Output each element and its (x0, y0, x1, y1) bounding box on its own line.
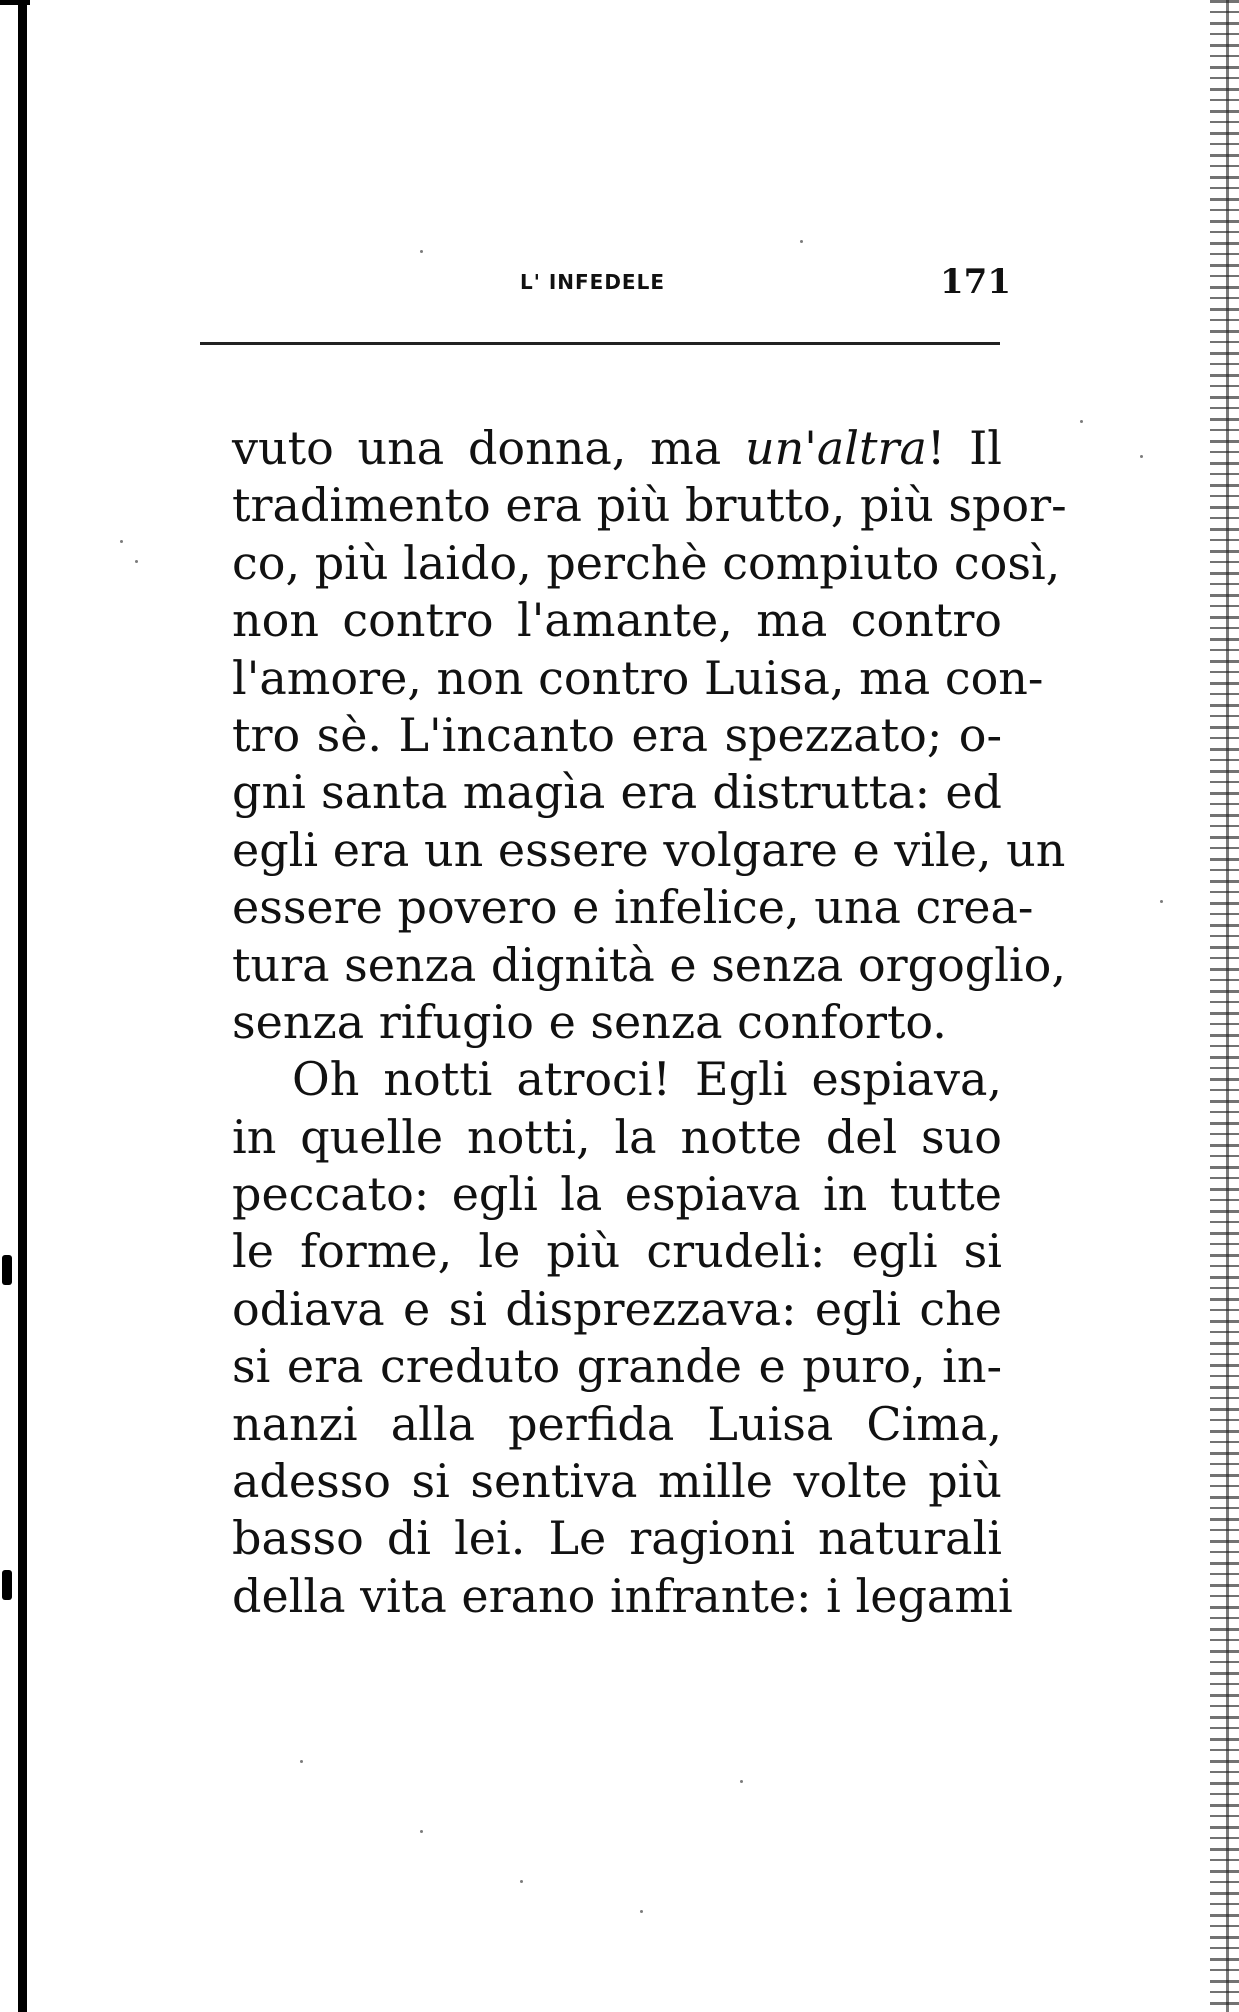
text-line: si era creduto grande e puro, in- (232, 1339, 1002, 1394)
scan-speck (800, 240, 803, 243)
running-title: L' INFEDELE (520, 270, 666, 294)
page-edge-line (1226, 0, 1229, 2012)
scan-speck (420, 250, 423, 253)
text-line: gni santa magìa era distrutta: ed (232, 765, 1002, 820)
binding-notch (2, 1570, 12, 1600)
scan-speck (135, 560, 138, 563)
text-line: in quelle notti, la notte del suo (232, 1109, 1002, 1164)
text-line: Oh notti atroci! Egli espiava, (292, 1052, 1002, 1107)
text-line: odiava e si disprezzava: egli che (232, 1281, 1002, 1336)
scan-speck (1140, 455, 1143, 458)
page-edge-noise (1210, 0, 1239, 2012)
text-line: basso di lei. Le ragioni naturali (232, 1511, 1002, 1566)
text-line: tura senza dignità e senza orgoglio, (232, 937, 1066, 992)
scan-speck (120, 540, 123, 543)
text-line: non contro l'amante, ma contro (232, 593, 1002, 648)
text-line: vuto una donna, ma un'altra! Il (232, 421, 1002, 475)
scan-speck (1160, 900, 1163, 903)
page-binding-edge (18, 0, 27, 2012)
binding-notch (2, 1255, 12, 1285)
text-line: tro sè. L'incanto era spezzato; o- (232, 707, 1002, 762)
scan-speck (1080, 420, 1083, 423)
text-line: l'amore, non contro Luisa, ma con- (232, 650, 1044, 705)
running-header (200, 262, 1011, 302)
emphasis: un'altra (744, 421, 927, 475)
text-line: della vita erano infrante: i legami (232, 1568, 1013, 1623)
page-number: 171 (940, 262, 1011, 302)
scan-speck (520, 1880, 523, 1883)
scan-speck (300, 1760, 303, 1763)
header-rule (200, 342, 1000, 345)
text-line: essere povero e infelice, una crea- (232, 880, 1034, 935)
text-line: peccato: egli la espiava in tutte (232, 1167, 1002, 1222)
text-line: le forme, le più crudeli: egli si (232, 1224, 1002, 1279)
scan-speck (420, 1830, 423, 1833)
text-line: egli era un essere volgare e vile, un (232, 822, 1066, 877)
text-line: tradimento era più brutto, più spor- (232, 478, 1067, 533)
body-text (232, 420, 1067, 1625)
scan-speck (740, 1780, 743, 1783)
text-line: adesso si sentiva mille volte più (232, 1454, 1002, 1509)
text-line: nanzi alla perfida Luisa Cima, (232, 1396, 1002, 1451)
text-line: senza rifugio e senza conforto. (232, 994, 947, 1049)
scan-speck (640, 1910, 643, 1913)
text-line: co, più laido, perchè compiuto così, (232, 535, 1061, 590)
